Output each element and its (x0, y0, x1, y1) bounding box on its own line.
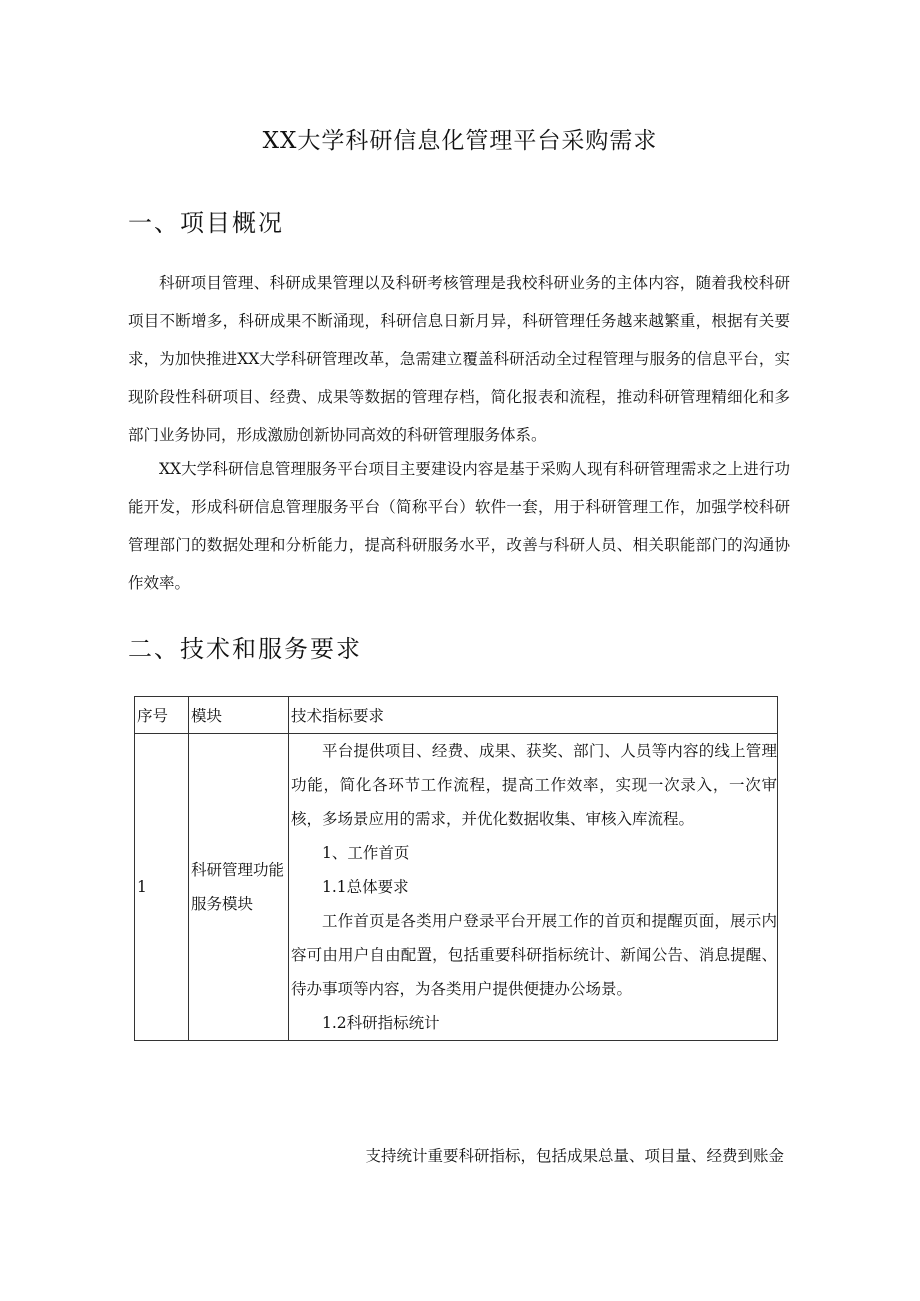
section-heading-requirements: 二、技术和服务要求 (128, 635, 362, 663)
requirements-table (134, 696, 778, 1041)
cell-module: 科研管理功能服务模块 (189, 734, 289, 1041)
continuation-text: 支持统计重要科研指标，包括成果总量、项目量、经费到账金 (365, 1147, 784, 1165)
table-row (135, 734, 778, 1041)
requirement-subheading: 1.2科研指标统计 (322, 1014, 440, 1032)
header-requirements: 技术指标要求 (289, 697, 778, 734)
cell-seq: 1 (135, 734, 189, 1041)
overview-paragraph-1: 科研项目管理、科研成果管理以及科研考核管理是我校科研业务的主体内容，随着我校科研项目不断增多，科研成果不断涌现，科研信息日新月异，科研管理任务越来越繁重，根据有关要求，为加快推进XX大学科研管理改革，急需建立覆盖科研活动全过程管理与服务的信息平台，实现阶段性科研项目、经费、成果等数据的管理存档，简化报表和流程，推动科研管理精细化和多部门业务协同，形成激励创新协同高效的科研管理服务体系。 (128, 274, 790, 444)
requirement-item-heading: 1、工作首页 (322, 844, 410, 862)
cell-requirements (289, 734, 778, 1041)
section-heading-overview: 一、项目概况 (128, 209, 284, 237)
requirement-detail: 工作首页是各类用户登录平台开展工作的首页和提醒页面，展示内容可由用户自由配置，包括重要科研指标统计、新闻公告、消息提醒、待办事项等内容，为各类用户提供便捷办公场景。 (291, 912, 777, 998)
header-seq: 序号 (135, 697, 189, 734)
requirement-subheading: 1.1总体要求 (322, 878, 409, 896)
document-title: XX大学科研信息化管理平台采购需求 (262, 128, 658, 154)
overview-paragraph-2: XX大学科研信息管理服务平台项目主要建设内容是基于采购人现有科研管理需求之上进行功能开发，形成科研信息管理服务平台（简称平台）软件一套，用于科研管理工作，加强学校科研管理部门的数据处理和分析能力，提高科研服务水平，改善与科研人员、相关职能部门的沟通协作效率。 (128, 460, 790, 592)
header-module: 模块 (189, 697, 289, 734)
requirement-intro: 平台提供项目、经费、成果、获奖、部门、人员等内容的线上管理功能，简化各环节工作流程，提高工作效率，实现一次录入，一次审核，多场景应用的需求，并优化数据收集、审核入库流程。 (291, 742, 777, 828)
table-header-row (135, 697, 778, 734)
